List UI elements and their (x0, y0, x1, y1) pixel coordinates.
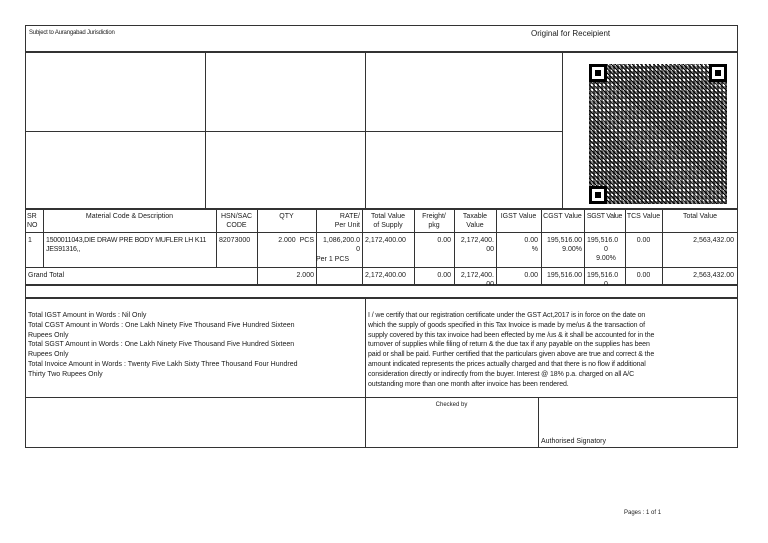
row-sgst: 195,516.0 0 9.00% (587, 237, 619, 262)
header-bar (25, 25, 738, 52)
header-sr-no: SR NO (27, 213, 38, 229)
row-total: 2,563,432.00 (693, 237, 734, 244)
amount-in-words (28, 311, 362, 380)
grand-total-freight: 0.00 (437, 272, 451, 279)
checked-by-label: Checked by (435, 402, 468, 408)
header-freight: Freight/ pkg (422, 213, 446, 229)
row-qty: 2.000 PCS (278, 237, 314, 244)
row-total-supply: 2,172,400.00 (365, 237, 406, 244)
igst-words: Total IGST Amount in Words : Nil Only (28, 312, 147, 319)
row-freight: 0.00 (437, 237, 451, 244)
jurisdiction-text: Subject to Aurangabad Jurisdiction (29, 30, 115, 36)
page-number: Pages : 1 of 1 (624, 510, 662, 516)
spacer-row (25, 285, 738, 298)
invoice-words-cont: Thirty Two Rupees Only (28, 370, 103, 378)
row-taxable: 2,172,400. 00 (460, 237, 494, 253)
grand-total-taxable: 2,172,400. 00 (460, 272, 494, 288)
header-qty: QTY (279, 213, 294, 220)
grand-total-label: Grand Total (28, 272, 65, 279)
grand-total-qty: 2.000 (296, 272, 314, 279)
row-hsn: 82073000 (219, 237, 251, 244)
header-cgst: CGST Value (543, 213, 582, 220)
row-tcs: 0.00 (636, 237, 651, 244)
row-rate: 1,086,200.0 0 Per 1 PCS (316, 237, 360, 263)
header-sgst: SGST Value (586, 213, 623, 220)
sgst-words-cont: Rupees Only (28, 351, 69, 359)
qr-finder-top-right (709, 64, 727, 82)
party-divider-3 (562, 52, 563, 209)
table-header-line (25, 232, 738, 233)
grand-total-sgst: 195,516.0 0 (587, 272, 619, 288)
cgst-words-cont: Rupees Only (28, 331, 69, 339)
qr-finder-bottom-left (589, 186, 607, 204)
authorised-signatory-label: Authorised Signatory (541, 438, 606, 445)
header-material: Material Code & Description (85, 213, 174, 220)
row-material: 1500011043,DIE DRAW PRE BODY MUFLER LH K11 JES91316,, (46, 237, 207, 253)
header-total: Total Value (682, 213, 718, 220)
sgst-words: Total SGST Amount in Words : One Lakh Ninety Five Thousand Five Hundred Sixteen (28, 341, 295, 349)
party-divider-h (25, 131, 562, 132)
grand-total-supply: 2,172,400.00 (365, 272, 406, 279)
cgst-words: Total CGST Amount in Words : One Lakh Ninety Five Thousand Five Hundred Sixteen (28, 321, 295, 329)
grand-total-cgst: 195,516.00 (546, 272, 582, 279)
header-taxable: Taxable Value (462, 213, 488, 229)
grand-total-tcs: 0.00 (636, 272, 651, 279)
header-hsn: HSN/SAC CODE (220, 213, 253, 229)
certification-text: I / we certify that our registration certificate under the GST Act,2017 is in force on the date on which the supply of goods specified in this Tax Invoice is made by me/us & the transaction of supply covered by this tax invoice had been effected by me /us & it shall be accounted for in the turnover of supplies while filing of return & the due tax if any payable on the supplies has been paid or shall be paid. Further certified that the particulars given above are true and correct & the amount indicated represents the prices actually charged and that there is no flow if additional consideration directly or indirectly from the buyer. Interest @ 18% p.a. charged on all A/C outstanding more than one month after invoice has been rendered. (368, 312, 655, 388)
copy-label: Original for Receipient (531, 29, 611, 38)
grand-total-line (25, 267, 738, 268)
grand-total-total: 2,563,432.00 (693, 272, 734, 279)
header-igst: IGST Value (500, 213, 537, 220)
header-total-supply: Total Value of Supply (370, 213, 406, 229)
header-tcs: TCS Value (626, 213, 661, 220)
header-rate: RATE/ Per Unit (334, 213, 360, 229)
qr-code (589, 64, 727, 204)
row-igst: 0.00 % (524, 237, 538, 253)
grand-total-igst: 0.00 (524, 272, 538, 279)
row-cgst: 195,516.00 9.00% (546, 237, 582, 253)
signature-divider (538, 397, 539, 448)
row-sr-no: 1 (28, 237, 32, 244)
qr-finder-top-left (589, 64, 607, 82)
invoice-words: Total Invoice Amount in Words : Twenty Five Lakh Sixty Three Thousand Four Hundred (28, 360, 298, 368)
